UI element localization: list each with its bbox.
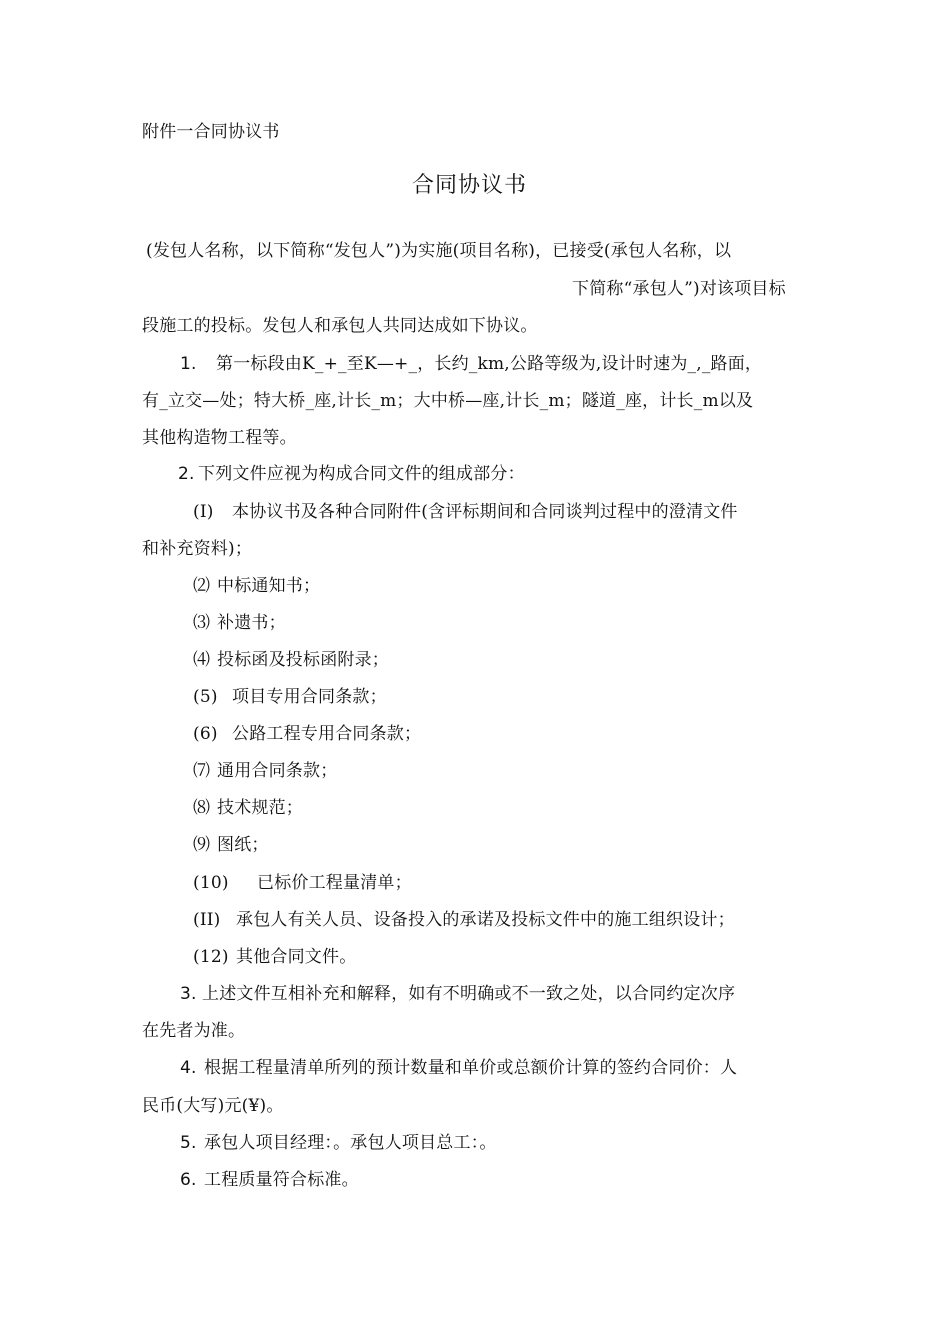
list-item-text: 其他合同文件。 xyxy=(236,947,357,967)
list-item-number: ⑵ xyxy=(193,576,211,596)
clause-3-line-1: 上述文件互相补充和解释，如有不明确或不一致之处，以合同约定次序 xyxy=(202,984,736,1004)
list-item-text: 承包人有关人员、设备投入的承诺及投标文件中的施工组织设计； xyxy=(236,910,735,930)
list-item-text: 已标价工程量清单； xyxy=(257,873,412,893)
list-item-number: (I) xyxy=(193,502,214,522)
clause-1-line-3: 其他构造物工程等。 xyxy=(142,428,297,448)
list-item-text: 公路工程专用合同条款； xyxy=(232,724,422,744)
clause-3-number: 3. xyxy=(180,984,197,1004)
list-item-line-2: 和补充资料)； xyxy=(142,539,253,559)
clause-6-text: 工程质量符合标准。 xyxy=(204,1170,359,1190)
clause-1-line-1: 第一标段由K_+_至K—+_，长约_km,公路等级为,设计时速为_,_路面， xyxy=(216,354,763,374)
list-item-line-1: 本协议书及各种合同附件(含评标期间和合同谈判过程中的澄清文件 xyxy=(232,502,738,522)
clause-5-number: 5. xyxy=(180,1133,197,1153)
list-item-number: ⑷ xyxy=(193,650,211,670)
list-item-text: 通用合同条款； xyxy=(217,761,338,781)
clause-4-line-1: 根据工程量清单所列的预计数量和单价或总额价计算的签约合同价：人 xyxy=(204,1058,738,1078)
list-item-text: 项目专用合同条款； xyxy=(232,687,387,707)
clause-4-line-2: 民币(大写)元(¥)。 xyxy=(142,1096,284,1116)
clause-2-number: 2. xyxy=(178,464,195,484)
intro-line-3: 段施工的投标。发包人和承包人共同达成如下协议。 xyxy=(142,316,538,336)
list-item-text: 中标通知书； xyxy=(217,576,321,596)
clause-3-line-2: 在先者为准。 xyxy=(142,1021,246,1041)
intro-line-1: (发包人名称，以下简称“发包人”)为实施(项目名称)，已接受(承包人名称，以 xyxy=(146,241,732,261)
list-item-number: (6) xyxy=(193,724,218,744)
list-item-number: (10) xyxy=(193,873,229,893)
clause-1-line-2: 有_立交—处；特大桥_座,计长_m；大中桥—座,计长_m；隧道_座，计长_m以及 xyxy=(142,391,754,411)
list-item-number: ⑻ xyxy=(193,798,211,818)
intro-line-2: 下简称“承包人”)对该项目标 xyxy=(572,279,786,299)
clause-6-number: 6. xyxy=(180,1170,197,1190)
list-item-number: (II) xyxy=(193,910,221,930)
page-title: 合同协议书 xyxy=(412,173,528,198)
list-item-text: 图纸； xyxy=(217,835,269,855)
clause-5-text: 承包人项目经理：。承包人项目总工：。 xyxy=(204,1133,497,1153)
clause-2-text: 下列文件应视为构成合同文件的组成部分： xyxy=(198,464,525,484)
attachment-label: 附件一合同协议书 xyxy=(142,122,280,142)
clause-4-number: 4. xyxy=(180,1058,197,1078)
list-item-text: 投标函及投标函附录； xyxy=(217,650,389,670)
list-item-text: 技术规范； xyxy=(217,798,303,818)
list-item-number: (5) xyxy=(193,687,218,707)
list-item-number: ⑺ xyxy=(193,761,211,781)
list-item-number: ⑼ xyxy=(193,835,211,855)
list-item-text: 补遗书； xyxy=(217,613,286,633)
list-item-number: ⑶ xyxy=(193,613,211,633)
clause-1-number: 1. xyxy=(180,354,197,374)
list-item-number: (12) xyxy=(193,947,229,967)
